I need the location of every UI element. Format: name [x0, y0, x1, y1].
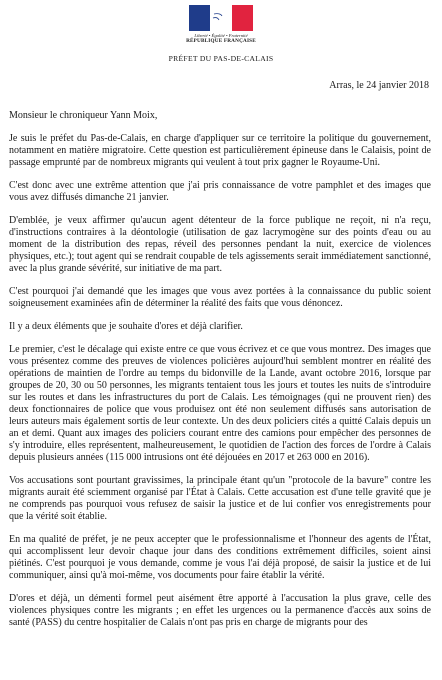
paragraph: D'emblée, je veux affirmer qu'aucun agent détenteur de la force publique ne reçoit, ni n'a reçu, d'instructions contraires à la déontologie (utilisation de gaz lacrymogène sur des points d'eau ou au moment de la distribution des repas, réveil des personnes pendant la nuit, exercice de violences physiques, etc.); tout agent qui se rendrait coupable de tels agissements serait immédiatement sanctionné, avec la plus grande sévérité, sur initiative de ma part.: [9, 215, 431, 274]
motto: Liberté • Égalité • Fraternité: [194, 33, 248, 38]
marianne-logo-icon: [189, 5, 253, 31]
republic-name: RÉPUBLIQUE FRANÇAISE: [186, 38, 256, 44]
dateline: Arras, le 24 janvier 2018: [329, 80, 429, 91]
paragraph: C'est donc avec une extrême attention que j'ai pris connaissance de votre pamphlet et des images que vous avez diffusés dimanche 21 janvier.: [9, 180, 431, 203]
republique-francaise-logo: [181, 5, 261, 44]
salutation: Monsieur le chroniqueur Yann Moix,: [9, 110, 158, 121]
paragraph: Le premier, c'est le décalage qui existe entre ce que vous écrivez et ce que vous montrez. Des images que vous présentez comme des preuves de violences policières aujourd'hui semblent montrer en réalité des opérations de maintien de l'ordre au temps du bidonville de la Lande, avant octobre 2016, lorsque par groupes de 20, 30 ou 50 personnes, les migrants tentaient tous les jours et toutes les nuits de s'introduire sur les routes et dans les infrastructures du port de Calais. Les témoignages (qui ne prouvent rien) des deux fonctionnaires de police que vous produisez ont été non seulement diffusés sans autorisation de leurs auteurs mais également sortis de leur contexte. Un des deux policiers cités a quitté Calais depuis un an et demi. Quant aux images des policiers courant entre des camions pour empêcher des personnes de s'y introduire, elles représentent, malheureusement, le quotidien de l'action des forces de l'ordre à Calais depuis plusieurs années (115 000 intrusions ont été déjouées en 2017 et 263 000 en 2016).: [9, 344, 431, 463]
paragraph: En ma qualité de préfet, je ne peux accepter que le professionnalisme et l'honneur des agents de l'État, qui accomplissent leur devoir chaque jour dans des conditions extrêmement difficiles, soient ainsi piétinés. C'est pourquoi je vous demande, comme je vous l'ai déjà proposé, de saisir la justice et de lui communiquer, ainsi qu'à moi-même, vos documents pour faire établir la vérité.: [9, 534, 431, 581]
paragraph: D'ores et déjà, un démenti formel peut aisément être apporté à l'accusation la plus grave, celle des violences physiques contre les migrants ; en effet les urgences ou la permanence d'accès aux soins de santé (PASS) du centre hospitalier de Calais n'ont pas pris en charge de migrants pour des: [9, 593, 431, 628]
prefecture-heading: PRÉFET DU PAS-DE-CALAIS: [168, 54, 274, 63]
paragraph: C'est pourquoi j'ai demandé que les images que vous avez portées à la connaissance du public soient soigneusement examinées afin de déterminer la réalité des faits que vous dénoncez.: [9, 286, 431, 309]
paragraph: Je suis le préfet du Pas-de-Calais, en charge d'appliquer sur ce territoire la politique du gouvernement, notamment en matière migratoire. Cette question est particulièrement épineuse dans le Calaisis, point de passage emprunté par de nombreux migrants qui veulent à tout prix gagner le Royaume-Uni.: [9, 133, 431, 168]
letter-body: [9, 110, 431, 640]
paragraph: Il y a deux éléments que je souhaite d'ores et déjà clarifier.: [9, 321, 243, 332]
paragraph: Vos accusations sont pourtant gravissimes, la principale étant qu'un "protocole de la bavure" contre les migrants aurait été sciemment organisé par l'État à Calais. Cette accusation est d'une telle gravité que je ne comprends pas pourquoi vous refusez de saisir la justice et de lui confier vos enregistrements pour que la vérité soit établie.: [9, 475, 431, 522]
